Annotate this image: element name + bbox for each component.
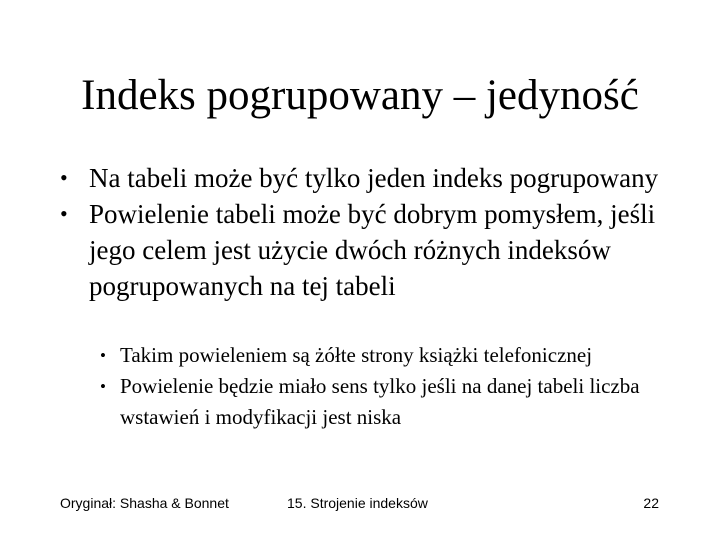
footer-page-number: 22: [643, 495, 659, 511]
bullet-text: Powielenie tabeli może być dobrym pomysłem, jeśli jego celem jest użycie dwóch różnych indeksów pogrupowanych na tej tabeli: [89, 199, 656, 301]
bullet-icon: •: [100, 346, 106, 365]
sub-bullet-list: [100, 340, 680, 433]
bullet-item: [60, 160, 660, 196]
bullet-list: [60, 160, 660, 304]
bullet-text: Na tabeli może być tylko jeden indeks pogrupowany: [89, 163, 659, 193]
slide-title: Indeks pogrupowany – jedyność: [81, 72, 639, 119]
footer-source: Oryginał: Shasha & Bonnet: [60, 495, 229, 511]
bullet-icon: •: [60, 165, 68, 190]
sub-bullet-text: Powielenie będzie miało sens tylko jeśli na danej tabeli liczba wstawień i modyfikacji jest niska: [120, 374, 640, 429]
sub-bullet-item: [100, 371, 680, 433]
footer-chapter: 15. Strojenie indeksów: [287, 495, 428, 511]
sub-bullet-item: [100, 340, 680, 371]
bullet-icon: •: [60, 201, 68, 226]
bullet-icon: •: [100, 377, 106, 396]
bullet-item: [60, 196, 660, 304]
sub-bullet-text: Takim powieleniem są żółte strony książki telefonicznej: [120, 343, 593, 367]
